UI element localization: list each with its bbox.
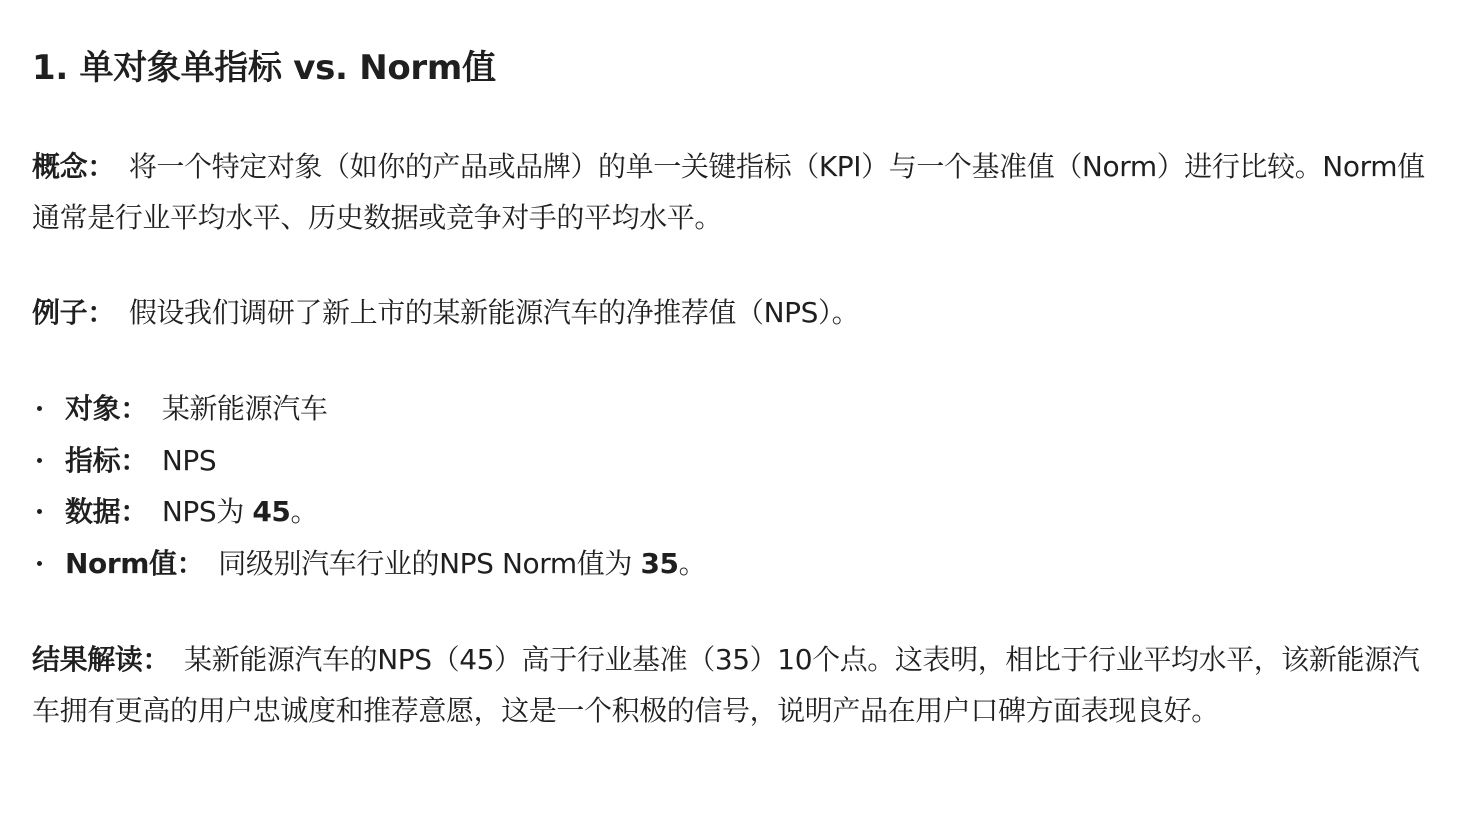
bullet-icon	[37, 509, 42, 514]
detail-list	[32, 383, 706, 589]
result-label: 结果解读：	[32, 643, 171, 676]
list-item-value: 45	[252, 495, 291, 528]
result-paragraph	[32, 634, 1427, 736]
concept-text: 将一个特定对象（如你的产品或品牌）的单一关键指标（KPI）与一个基准值（Norm）进行比较。Norm值通常是行业平均水平、历史数据或竞争对手的平均水平。	[32, 150, 1425, 234]
list-item-text: NPS	[161, 443, 217, 477]
list-item-text: NPS为	[161, 495, 253, 528]
bullet-icon	[37, 406, 42, 411]
list-item-data	[32, 486, 706, 538]
concept-paragraph	[32, 141, 1427, 243]
bullet-icon	[37, 458, 42, 463]
list-item-label: 对象：	[65, 392, 148, 425]
list-item-label: 数据：	[65, 495, 148, 528]
list-item-object	[32, 383, 706, 435]
list-item-text: 某新能源汽车	[161, 392, 328, 425]
section-heading: 1. 单对象单指标 vs. Norm值	[32, 48, 496, 88]
example-text: 假设我们调研了新上市的某新能源汽车的净推荐值（NPS）。	[128, 296, 860, 329]
list-item-label: 指标：	[65, 443, 148, 477]
list-item-suffix: 。	[290, 495, 319, 528]
bullet-icon	[37, 561, 42, 566]
list-item-label: Norm值：	[65, 546, 205, 580]
result-text: 某新能源汽车的NPS（45）高于行业基准（35）10个点。这表明，相比于行业平均水平，该新能源汽车拥有更高的用户忠诚度和推荐意愿，这是一个积极的信号，说明产品在用户口碑方面表现良好。	[32, 643, 1420, 727]
example-label: 例子：	[32, 296, 115, 329]
concept-label: 概念：	[32, 150, 115, 183]
list-item-text: 同级别汽车行业的NPS Norm值为	[218, 546, 641, 580]
list-item-suffix: 。	[678, 546, 707, 580]
example-paragraph	[32, 287, 1427, 338]
list-item-value: 35	[640, 546, 679, 580]
list-item-norm	[32, 538, 706, 590]
list-item-metric	[32, 435, 706, 487]
